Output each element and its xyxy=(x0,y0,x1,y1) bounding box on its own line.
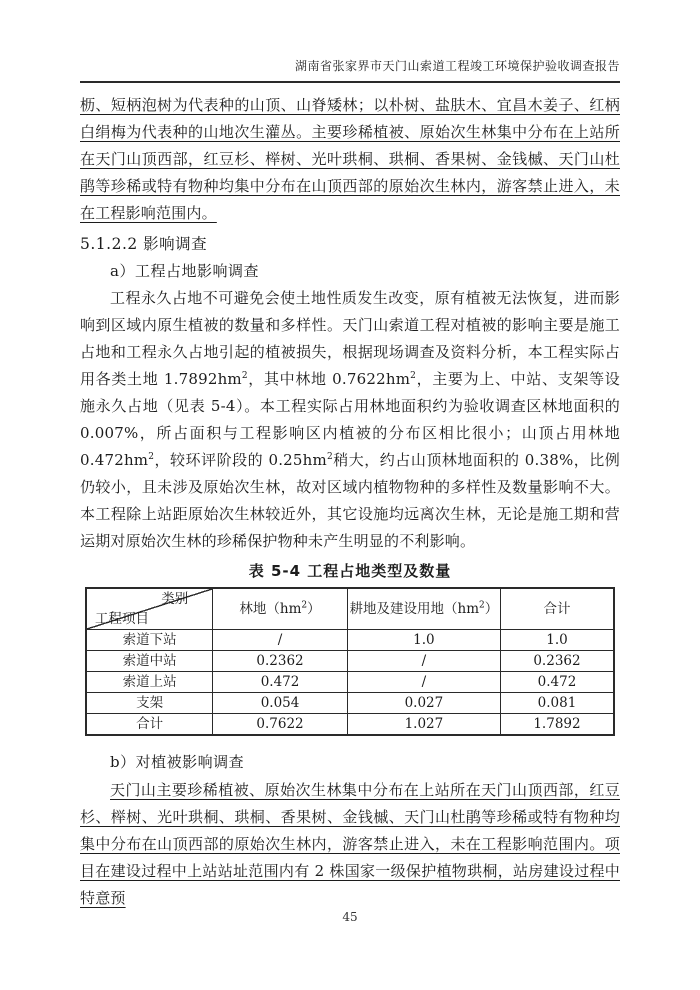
superscript: 2 xyxy=(326,452,333,462)
column-header-farm-text: 耕地及建设用地（hm xyxy=(349,601,480,617)
paragraph-a-seg4: ，较环评阶段的 0.25hm xyxy=(154,451,327,469)
table-row-total xyxy=(86,714,614,736)
cell-project: 合计 xyxy=(86,714,213,736)
subsection-b-heading: b）对植被影响调查 xyxy=(110,753,245,771)
superscript: 2 xyxy=(301,600,308,611)
table-corner-cell xyxy=(86,588,213,630)
section-heading: 5.1.2.2 影响调查 xyxy=(80,235,208,253)
cell-project: 索道上站 xyxy=(86,672,213,693)
paragraph-intro: 枥、短柄泡树为代表种的山顶、山脊矮林；以朴树、盐肤木、宜昌木姜子、红柄白绢梅为代表种的山地次生灌丛。主要珍稀植被、原始次生林集中分布在上站所在天门山顶西部，红豆杉、榉树、光叶珙桐、珙桐、香果树、金钱槭、天门山杜鹃等珍稀或特有物种均集中分布在山顶西部的原始次生林内，游客禁止进入，未在工程影响范围内。 xyxy=(80,96,620,222)
table-row xyxy=(86,630,614,651)
corner-label-category: 类别 xyxy=(161,591,189,607)
paragraph-a-seg1: 工程永久占地不可避免会使土地性质发生改变，原有植被无法恢复，进而影响到区域内原生植被的数量和多样性。天门山索道工程对植被的影响主要是施工占地和工程永久占地引起的植被损失，根据现场调查及资料分析，本工程实际占用各类土地 1.7892hm xyxy=(80,289,620,388)
paragraph-a-seg2: ，其中林地 0.7622hm xyxy=(247,370,411,388)
cell-total: 0.2362 xyxy=(500,651,614,672)
cell-total: 1.0 xyxy=(500,630,614,651)
paragraph-a xyxy=(80,285,620,555)
page-header xyxy=(80,56,620,83)
column-header-total: 合计 xyxy=(500,588,614,630)
cell-farm: / xyxy=(347,651,500,672)
header-title: 湖南省张家界市天门山索道工程竣工环境保护验收调查报告 xyxy=(294,59,620,73)
superscript: 2 xyxy=(479,600,485,611)
cell-forest: / xyxy=(213,630,348,651)
paragraph-a-seg3: ，主要为上、中站、支架等设施永久占地（见表 5-4）。本工程实际占用林地面积约为验收调查区林地面积的 0.007%，所占面积与工程影响区内植被的分布区相比很小；山顶占用林地 0.472hm xyxy=(80,370,620,469)
superscript: 2 xyxy=(148,452,155,462)
cell-forest: 0.7622 xyxy=(213,714,348,736)
cell-project: 索道下站 xyxy=(86,630,213,651)
paragraph-a-seg5: 稍大，约占山顶林地面积的 0.38%，比例仍较小，且未涉及原始次生林，故对区域内植物物种的多样性及数量影响不大。本工程除上站距原始次生林较近外，其它设施均远离次生林，无论是施工期和营运期对原始次生林的珍稀保护物种未产生明显的不利影响。 xyxy=(80,451,620,550)
column-header-forest xyxy=(213,588,348,630)
table-row xyxy=(86,693,614,714)
column-header-forest-text: 林地（hm xyxy=(239,601,302,617)
cell-farm: 1.027 xyxy=(347,714,500,736)
cell-forest: 0.054 xyxy=(213,693,348,714)
cell-project: 索道中站 xyxy=(86,651,213,672)
cell-total: 1.7892 xyxy=(500,714,614,736)
paragraph-b: 天门山主要珍稀植被、原始次生林集中分布在上站所在天门山顶西部，红豆杉、榉树、光叶珙桐、珙桐、香果树、金钱槭、天门山杜鹃等珍稀或特有物种均集中分布在山顶西部的原始次生林内，游客禁止进入，未在工程影响范围内。项目在建设过程中上站站址范围内有 2 株国家一级保护植物珙桐，站房建设过程中特意预 xyxy=(80,781,620,907)
table-row xyxy=(86,651,614,672)
subsection-a-heading: a）工程占地影响调查 xyxy=(110,262,259,280)
superscript: 2 xyxy=(410,371,417,381)
cell-farm: 1.0 xyxy=(347,630,500,651)
cell-farm: 0.027 xyxy=(347,693,500,714)
cell-forest: 0.2362 xyxy=(213,651,348,672)
corner-label-project: 工程项目 xyxy=(95,611,149,627)
table-row xyxy=(86,672,614,693)
column-header-farm-close: ） xyxy=(484,601,499,617)
superscript: 2 xyxy=(241,371,248,381)
column-header-farm xyxy=(347,588,500,630)
land-use-table xyxy=(85,587,615,736)
cell-total: 0.081 xyxy=(500,693,614,714)
cell-project: 支架 xyxy=(86,693,213,714)
table-header-row xyxy=(86,588,614,630)
cell-farm: / xyxy=(347,672,500,693)
cell-forest: 0.472 xyxy=(213,672,348,693)
page-number: 45 xyxy=(342,910,358,924)
table-title: 表 5-4 工程占地类型及数量 xyxy=(248,562,452,580)
cell-total: 0.472 xyxy=(500,672,614,693)
column-header-forest-close: ） xyxy=(307,601,321,617)
